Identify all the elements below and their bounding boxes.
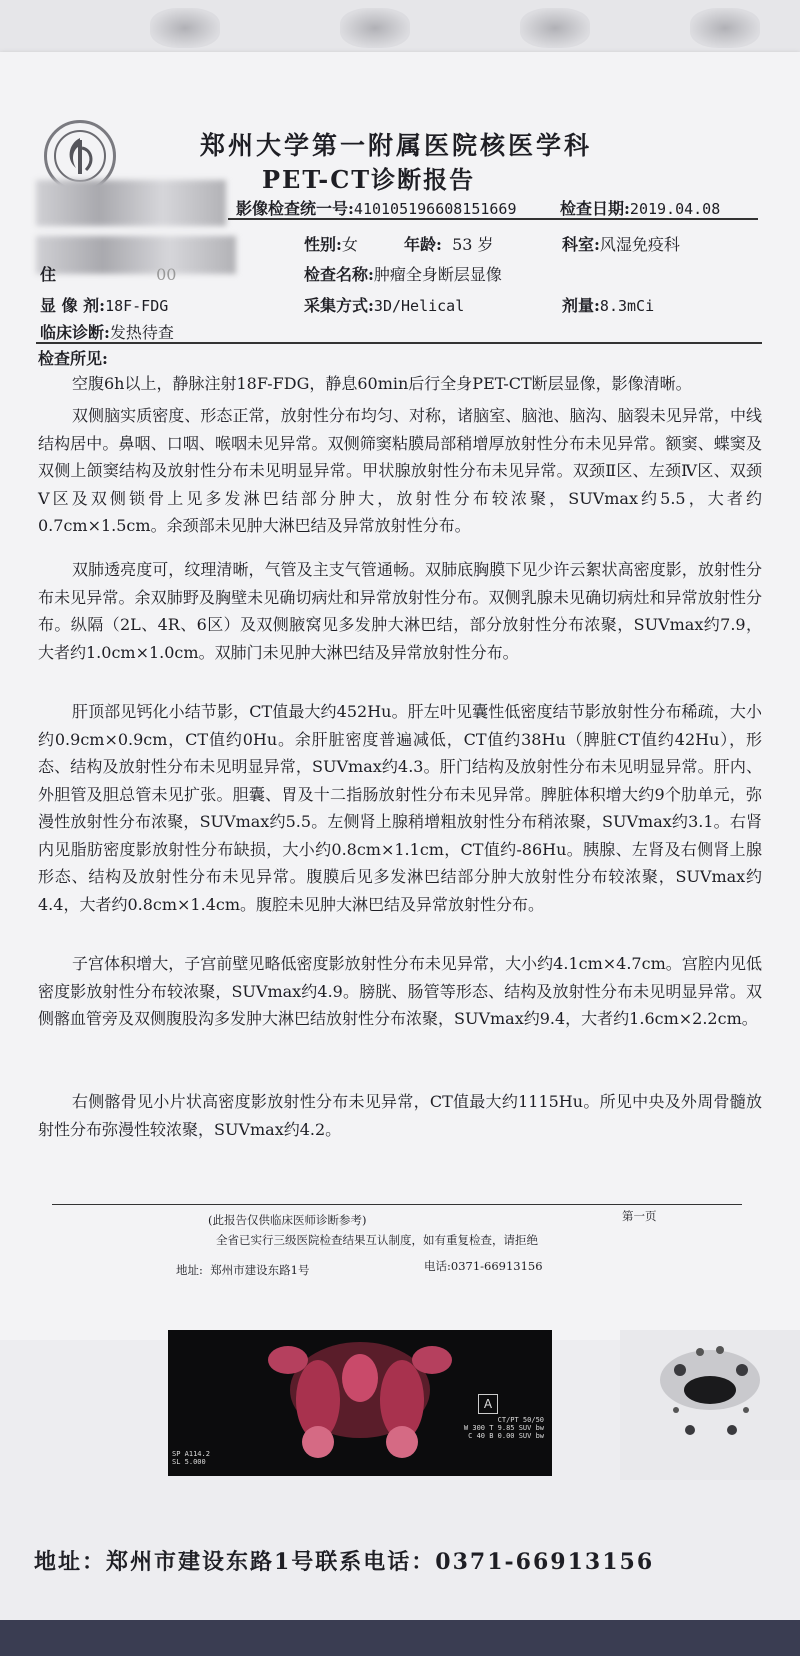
image-overlay-info — [464, 1416, 544, 1440]
info-divider — [36, 342, 762, 344]
overlay-line: W 300 T 9.85 SUV bw — [463, 1424, 544, 1432]
dose-label: 剂量: — [562, 296, 600, 315]
footer-phone-value: 0371-66913156 — [450, 1259, 543, 1273]
finding-paragraph: 双侧脑实质密度、形态正常，放射性分布均匀、对称，诸脑室、脑池、脑沟、脑裂未见异常，中线结构居中。鼻咽、口咽、喉咽未见异常。双侧筛窦粘膜局部稍增厚放射性分布未见异常。额窦、蝶窦及双侧上颌窦结构及放射性分布未见明显异常。甲状腺放射性分布未见异常。双颈Ⅱ区、左颈Ⅳ区、双颈Ⅴ区及双侧锁骨上见多发淋巴结部分肿大，放射性分布较浓聚，SUVmax约5.5，大者约0.7cm×1.5cm。余颈部未见肿大淋巴结及异常放射性分布。 — [38, 406, 762, 535]
overlay-line: SL 5.000 — [172, 1458, 206, 1466]
footer-divider — [52, 1204, 742, 1205]
background-smudge — [690, 8, 760, 48]
background-smudge — [520, 8, 590, 48]
finding-paragraph: 子宫体积增大，子宫前壁见略低密度影放射性分布未见异常，大小约4.1cm×4.7cm。宫腔内见低密度影放射性分布较浓聚，SUVmax约4.9。膀胱、肠管等形态、结构及放射性分布未见明显异常。双侧髂血管旁及双侧腹股沟多发肿大淋巴结放射性分布浓聚，SUVmax约9.4，大者约1.6cm×2.2cm。 — [38, 954, 762, 1028]
findings-heading: 检查所见: — [38, 349, 108, 368]
exam-id: 41010519660815166​9 — [353, 200, 517, 218]
footer-address-label: 地址: — [176, 1263, 203, 1277]
background-smudge — [340, 8, 410, 48]
exam-date: 2019.04.08 — [629, 200, 721, 218]
age-value: 53 岁 — [452, 235, 494, 254]
age-label: 年龄: — [404, 235, 442, 254]
dept-value: 风湿免疫科 — [599, 235, 680, 254]
redacted-name — [36, 180, 226, 226]
overlay-line: SP A114.2 — [172, 1450, 210, 1458]
tracer-label: 显 像 剂: — [40, 296, 106, 315]
background-smudge — [150, 8, 220, 48]
inpatient-label: 住 — [40, 265, 57, 284]
footer-address-value: 郑州市建设东路1号 — [210, 1263, 310, 1277]
age-row — [404, 232, 494, 255]
exam-name-value: 肿瘤全身断层显像 — [373, 265, 502, 284]
pet-mip-image — [620, 1330, 800, 1480]
exam-name-label: 检查名称: — [304, 265, 374, 284]
image-overlay-position — [172, 1450, 210, 1466]
mutual-recognition-note: 全省已实行三级医院检查结果互认制度，如有重复检查，请拒绝 — [216, 1233, 538, 1247]
footer-note: (此报告仅供临床医师诊断参考) — [208, 1213, 367, 1227]
exam-id-label: 影像检查统一号: — [236, 199, 354, 218]
date-label: 检查日期: — [560, 199, 630, 218]
mode-row — [304, 293, 464, 316]
overlay-line: C 40 B 0.00 SUV bw — [468, 1432, 544, 1440]
header-divider — [228, 218, 758, 220]
orientation-marker: A — [478, 1394, 498, 1414]
dose-row — [562, 293, 654, 316]
report-title: PET-CT诊断报告 — [262, 165, 476, 194]
exam-id-row — [236, 196, 516, 219]
diagnosis-value: 发热待查 — [109, 323, 174, 342]
mode-label: 采集方式: — [304, 296, 374, 315]
inpatient-partial: 00 — [156, 265, 177, 284]
sex-label: 性别: — [304, 235, 342, 254]
inpatient-row — [40, 262, 176, 285]
finding-paragraph: 肝顶部见钙化小结节影，CT值最大约452Hu。肝左叶见囊性低密度结节影放射性分布稀疏，大小约0.9cm×0.9cm，CT值约0Hu。余肝脏密度普遍减低，CT值约38Hu（脾脏CT值约42Hu），形态、结构及放射性分布未见明显异常，SUVmax约4.3。肝门结构及放射性分布未见明显异常。肝内、外胆管及胆总管未见扩张。胆囊、胃及十二指肠放射性分布未见异常。脾脏体积增大约9个肋单元，弥漫性放射性分布浓聚，SUVmax约5.5。左侧肾上腺稍增粗放射性分布稍浓聚，SUVmax约3.1。右肾内见脂肪密度影放射性分布缺损，大小约0.8cm×1.1cm，CT值约-86Hu。胰腺、左肾及右侧肾上腺形态、结构及放射性分布未见异常。腹膜后见多发淋巴结部分肿大放射性分布较浓聚，SUVmax约4.4，大者约0.8cm×1.4cm。腹腔未见肿大淋巴结及异常放射性分布。 — [38, 702, 762, 914]
pet-ct-fusion-image — [168, 1330, 552, 1476]
dept-row — [562, 232, 680, 255]
table-surface — [0, 1620, 800, 1656]
finding-paragraph: 右侧髂骨见小片状高密度影放射性分布未见异常，CT值最大约1115Hu。所见中央及外周骨髓放射性分布弥漫性较浓聚，SUVmax约4.2。 — [38, 1092, 762, 1139]
diagnosis-label: 临床诊断: — [40, 323, 110, 342]
footer-address — [176, 1262, 310, 1278]
sex-value: 女 — [341, 235, 358, 254]
finding-paragraph: 双肺透亮度可，纹理清晰，气管及主支气管通畅。双肺底胸膜下见少许云絮状高密度影，放射性分布未见异常。余双肺野及胸壁未见确切病灶和异常放射性分布。双侧乳腺未见确切病灶和异常放射性分布。纵隔（2L、4R、6区）及双侧腋窝见多发肿大淋巴结，部分放射性分布浓聚，SUVmax约7.9，大者约1.0cm×1.0cm。双肺门未见肿大淋巴结及异常放射性分布。 — [38, 560, 762, 662]
overlay-line: CT/PT 50/50 — [497, 1416, 544, 1424]
sex-row — [304, 232, 358, 255]
tracer-value: 18F-FDG — [105, 297, 169, 315]
tracer-row — [40, 293, 168, 316]
hospital-name: 郑州大学第一附属医院核医学科 — [200, 131, 593, 160]
bottom-address: 地址：郑州市建设东路1号联系电话：0371-66913156 — [34, 1549, 655, 1575]
exam-name-row — [304, 262, 502, 285]
footer-phone — [424, 1258, 543, 1274]
footer-phone-label: 电话: — [424, 1259, 451, 1273]
dept-label: 科室: — [562, 235, 600, 254]
dose-value: 8.3mCi — [599, 297, 655, 315]
diagnosis-row — [40, 320, 174, 343]
date-row — [560, 196, 720, 219]
mode-value: 3D/Helical — [373, 297, 465, 315]
page-number: 第一页 — [622, 1209, 657, 1223]
finding-paragraph: 空腹6h以上，静脉注射18F-FDG，静息60min后行全身PET-CT断层显像，影像清晰。 — [72, 374, 692, 393]
